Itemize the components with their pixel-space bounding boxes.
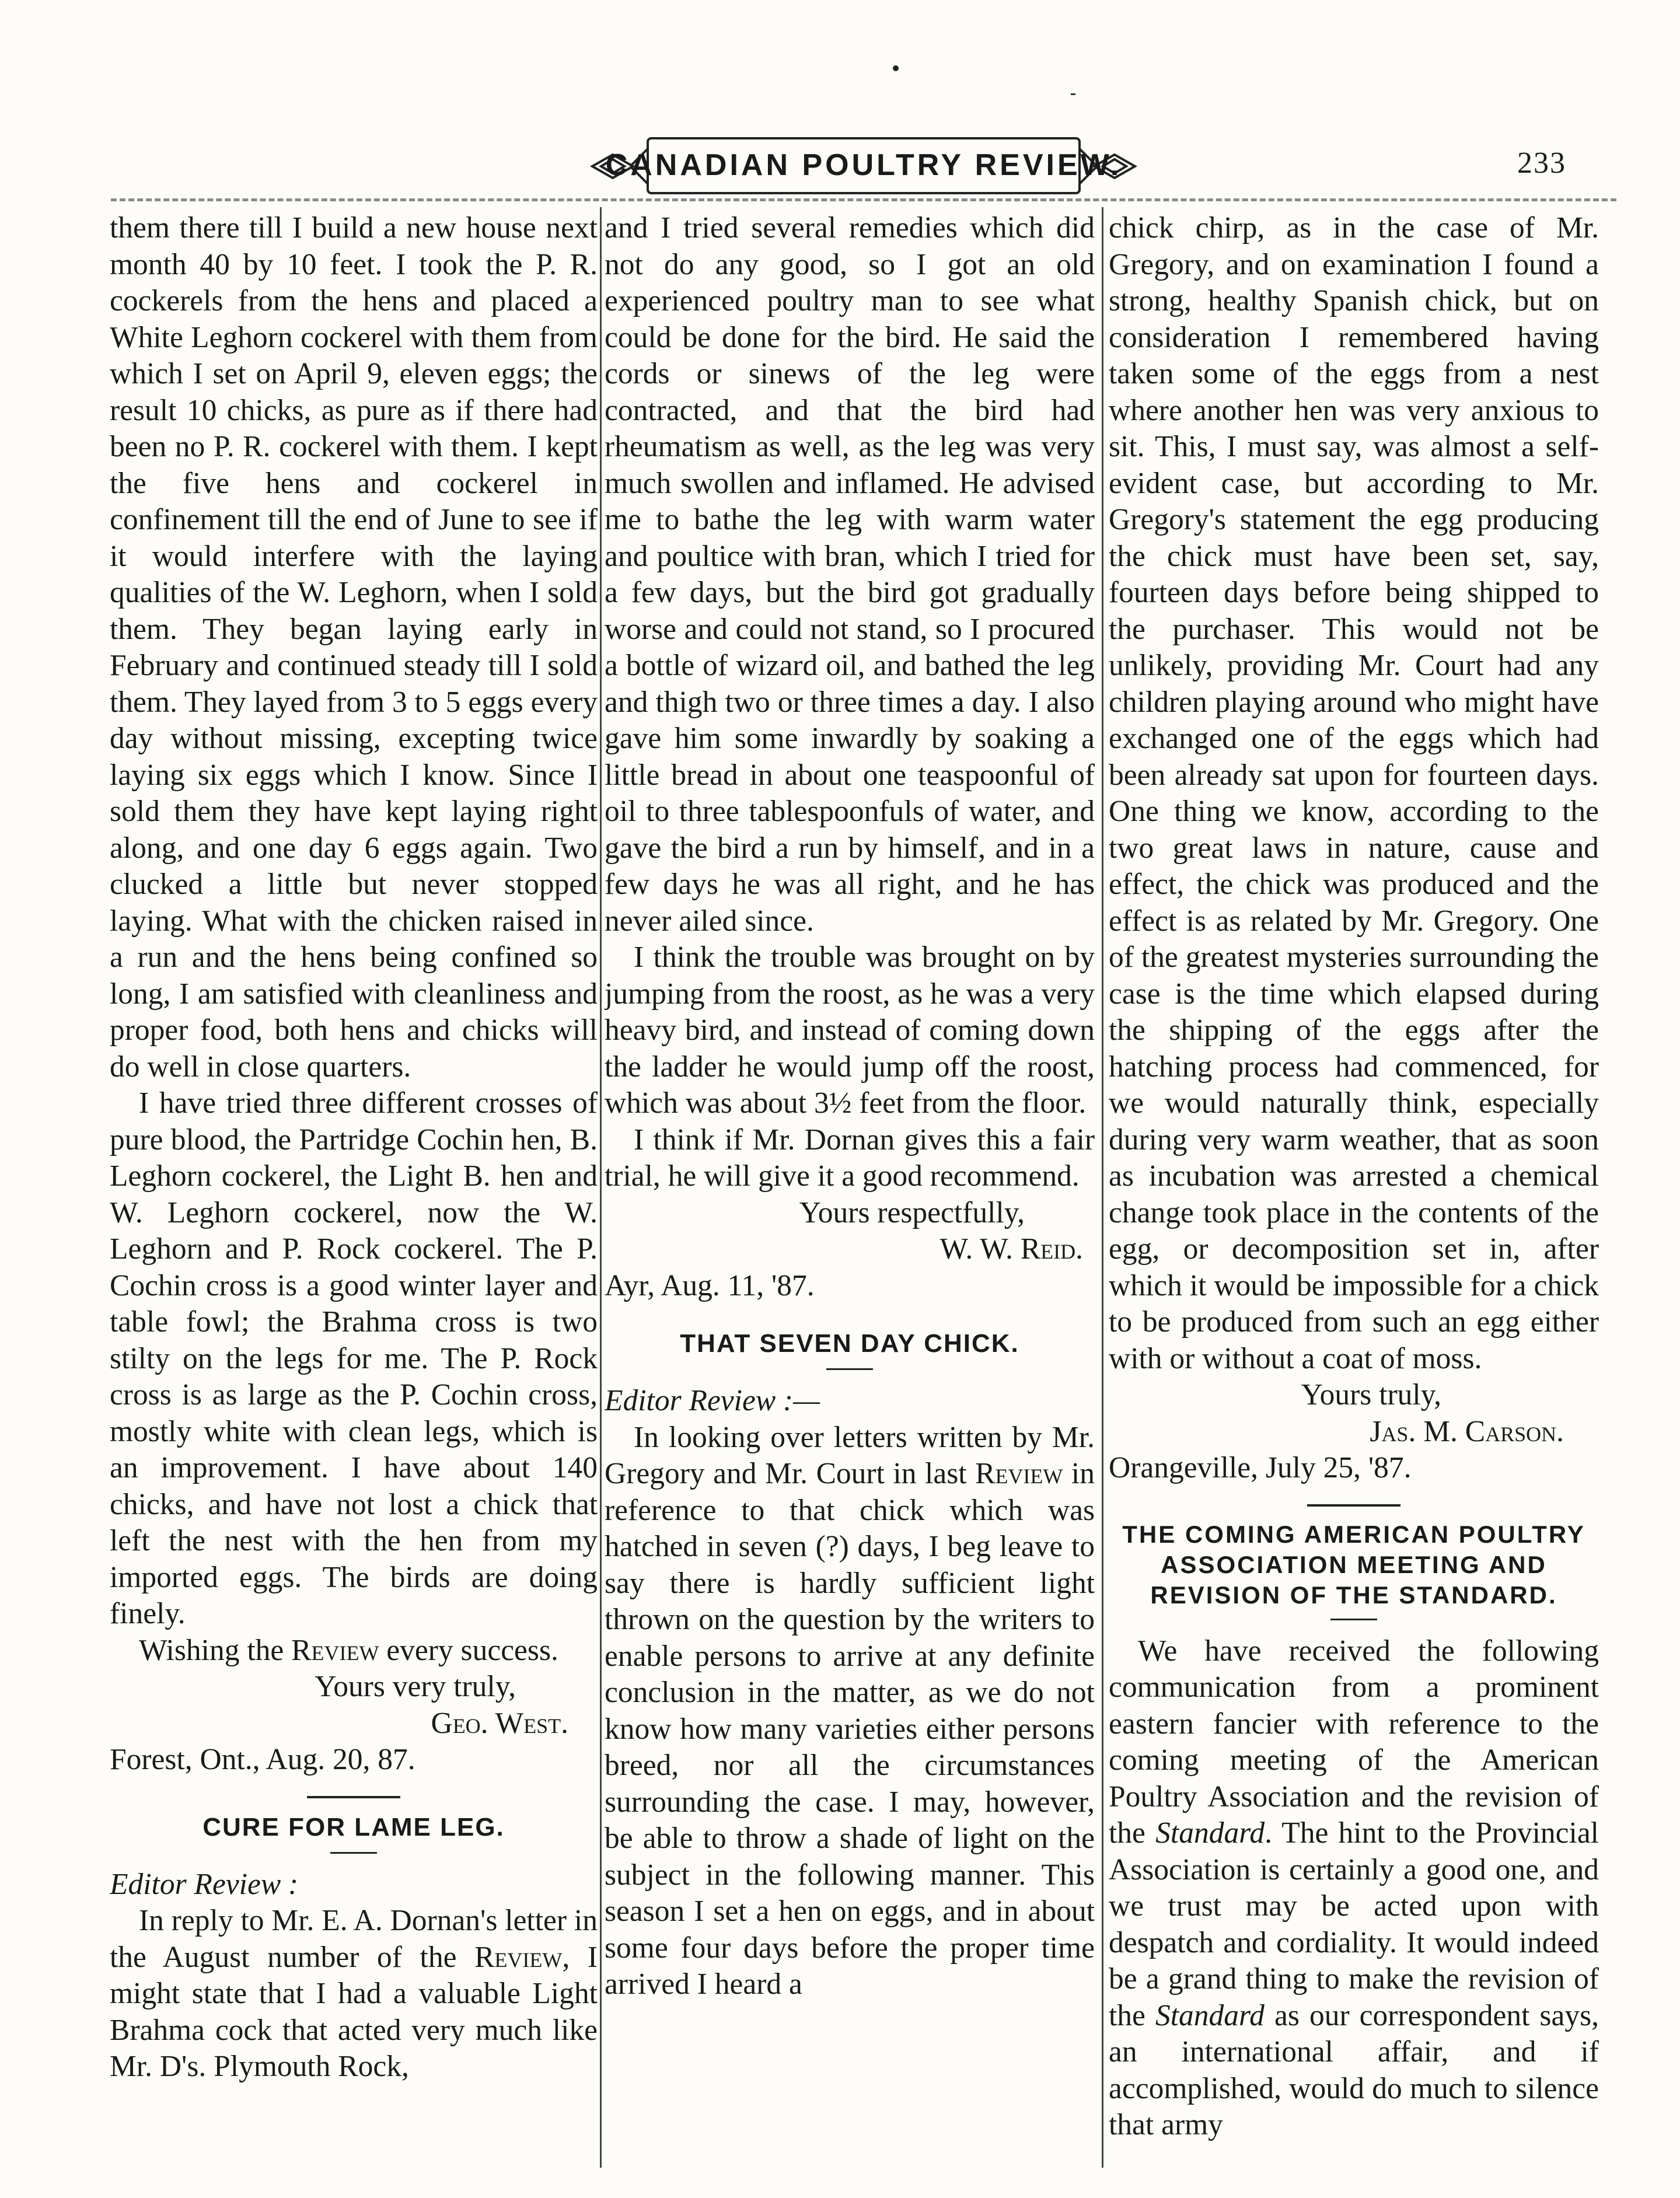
paragraph: I have tried three different crosses of pure blood, the Partridge Cochin hen, B. Leghorn cockerel, the Light B. hen and W. Leghorn cockerel, now the W. Leghorn and P. Rock cockerel. The P. Cochin cross is a good winter layer and table fowl; the Brahma cross is two stilty on the legs for me. The P. Rock cross is as large as the P. Cochin cross, mostly white with clean legs, which is an improvement. I have about 140 chicks, and have not lost a chick that left the nest with the hen from my imported eggs. The birds are doing finely. [110,1086,598,1630]
column-1 [110,210,598,2165]
masthead [589,131,1138,201]
heading-rule [1330,1619,1377,1620]
letter-closing: Yours truly, [1301,1378,1441,1411]
paragraph-text: . The hint to the Provincial Association is certainly a good one, and we trust may be acted upon with despatch and cordiality. It would indeed be a grand thing to make the revision of the [1109,1816,1599,2032]
letter-place-date: Ayr, Aug. 11, '87. [605,1269,815,1302]
paragraph-text: We have received the following communication from a prominent eastern fancier with reference to the coming meeting of the American Poultry Association and the revision of the [1109,1634,1599,1850]
paragraph: I think if Mr. Dornan gives this a fair trial, he will give it a good recommend. [605,1123,1095,1193]
editor-salutation: Editor Review : [110,1867,299,1901]
paragraph: In looking over letters written by Mr. Gregory and Mr. Court in last Review in reference to that chick which was hatched in seven (?) days, I beg leave to say there is hardly sufficient light thrown on the question by the writers to enable persons to arrive at any definite conclusion in the matter, as we do not know how many varieties either persons breed, nor all the circumstances surrounding the case. I may, however, be able to throw a shade of light on the subject in the following manner. This season I set a hen on eggs, and in about some four days before the proper time arrived I heard a [605,1420,1095,2001]
ink-speck [1071,93,1075,95]
column-divider [600,207,602,2168]
italic-title: Standard [1155,1816,1265,1850]
letter-signature: Jas. M. Carson. [1370,1414,1564,1448]
masthead-title: CANADIAN POULTRY REVIEW. [605,148,1122,182]
paragraph: chick chirp, as in the case of Mr. Gregory, and on examination I found a strong, healthy Spanish chick, but on consideration I remembered having taken some of the eggs from a nest where another hen was very anxious to sit. This, I must say, was almost a self-evident case, but according to Mr. Gregory's statement the egg producing the chick must have been set, say, fourteen days before being shipped to the purchaser. This would not be unlikely, providing Mr. Court had any children playing around who might have exchanged one of the eggs which had been already sat upon for fourteen days. One thing we know, according to the two great laws in nature, cause and effect, the chick was produced and the effect is as related by Mr. Gregory. One of the greatest mysteries surrounding the case is the time which elapsed during the shipping of the eggs after the hatching process had commenced, for we would naturally think, especially during very warm weather, that as soon as incubation was arrested a chemical change took place in the contents of the egg, or decomposition set in, after which it would be impossible for a chick to be produced from such an egg either with or without a coat of moss. [1109,211,1599,1375]
ink-dot [893,65,899,71]
section-heading: THAT SEVEN DAY CHICK. [680,1329,1019,1358]
page-number: 233 [1517,146,1566,180]
header-rule [111,198,1616,201]
letter-place-date: Forest, Ont., Aug. 20, 87. [110,1743,415,1776]
letter-signature: W. W. Reid. [939,1232,1083,1266]
italic-title: Standard [1155,1998,1265,2032]
letter-closing: Yours very truly, [315,1670,516,1703]
column-divider [1102,207,1103,2168]
paragraph: them there till I build a new house next month 40 by 10 feet. I took the P. R. cockerels from the hens and placed a White Leghorn cockerel with them from which I set on April 9, eleven eggs; the result 10 chicks, as pure as if there had been no P. R. cockerel with them. I kept the five hens and cockerel in confinement till the end of June to see if it would interfere with the laying qualities of the W. Leghorn, when I sold them. They began laying early in February and continued steady till I sold them. They layed from 3 to 5 eggs every day without missing, excepting twice laying six eggs which I know. Since I sold them they have kept laying right along, and one day 6 eggs again. Two clucked a little but never stopped laying. What with the chicken raised in a run and the hens being confined so long, I am satisfied with cleanliness and proper food, both hens and chicks will do well in close quarters. [110,211,598,1084]
letter-place-date: Orangeville, July 25, '87. [1109,1451,1412,1484]
letter-signature: Geo. West. [431,1706,568,1740]
paragraph [1109,1633,1599,2144]
section-rule [307,1796,400,1798]
paragraph: and I tried several remedies which did not do any good, so I got an old experienced poultry man to see what could be done for the bird. He said the cords or sinews of the leg were contracted, and that the bird had rheumatism as well, as the leg was very much swollen and inflamed. He advised me to bathe the leg with warm water and poultice with bran, which I tried for a few days, but the bird got gradually worse and could not stand, so I procured a bottle of wizard oil, and bathed the leg and thigh two or three times a day. I also gave him some inwardly by soaking a little bread in about one teaspoonful of oil to three tablespoonfuls of water, and gave the bird a run by himself, and in a few days he was all right, and he has never ailed since. [605,211,1095,938]
column-3 [1109,210,1599,2165]
column-2 [605,210,1095,2165]
heading-rule [826,1368,873,1370]
letter-closing: Yours respectfully, [799,1196,1025,1229]
section-heading: THE COMING AMERICAN POULTRY ASSOCIATION MEETING AND REVISION OF THE STANDARD. [1122,1520,1585,1609]
paragraph-text: as our correspondent says, an international affair, and if accomplished, would do much to silence that army [1109,1998,1599,2141]
section-rule [1307,1504,1400,1507]
paragraph: Wishing the Review every success. [139,1633,558,1667]
editor-salutation: Editor Review :— [605,1384,820,1417]
section-heading: CURE FOR LAME LEG. [202,1812,505,1841]
paragraph: In reply to Mr. E. A. Dornan's letter in the August number of the Review, I might state that I had a valuable Light Brahma cock that acted very much like Mr. D's. Plymouth Rock, [110,1904,598,2083]
heading-rule [330,1852,377,1854]
paragraph: I think the trouble was brought on by jumping from the roost, as he was a very heavy bird, and instead of coming down the ladder he would jump off the roost, which was about 3½ feet from the floor. [605,941,1095,1120]
